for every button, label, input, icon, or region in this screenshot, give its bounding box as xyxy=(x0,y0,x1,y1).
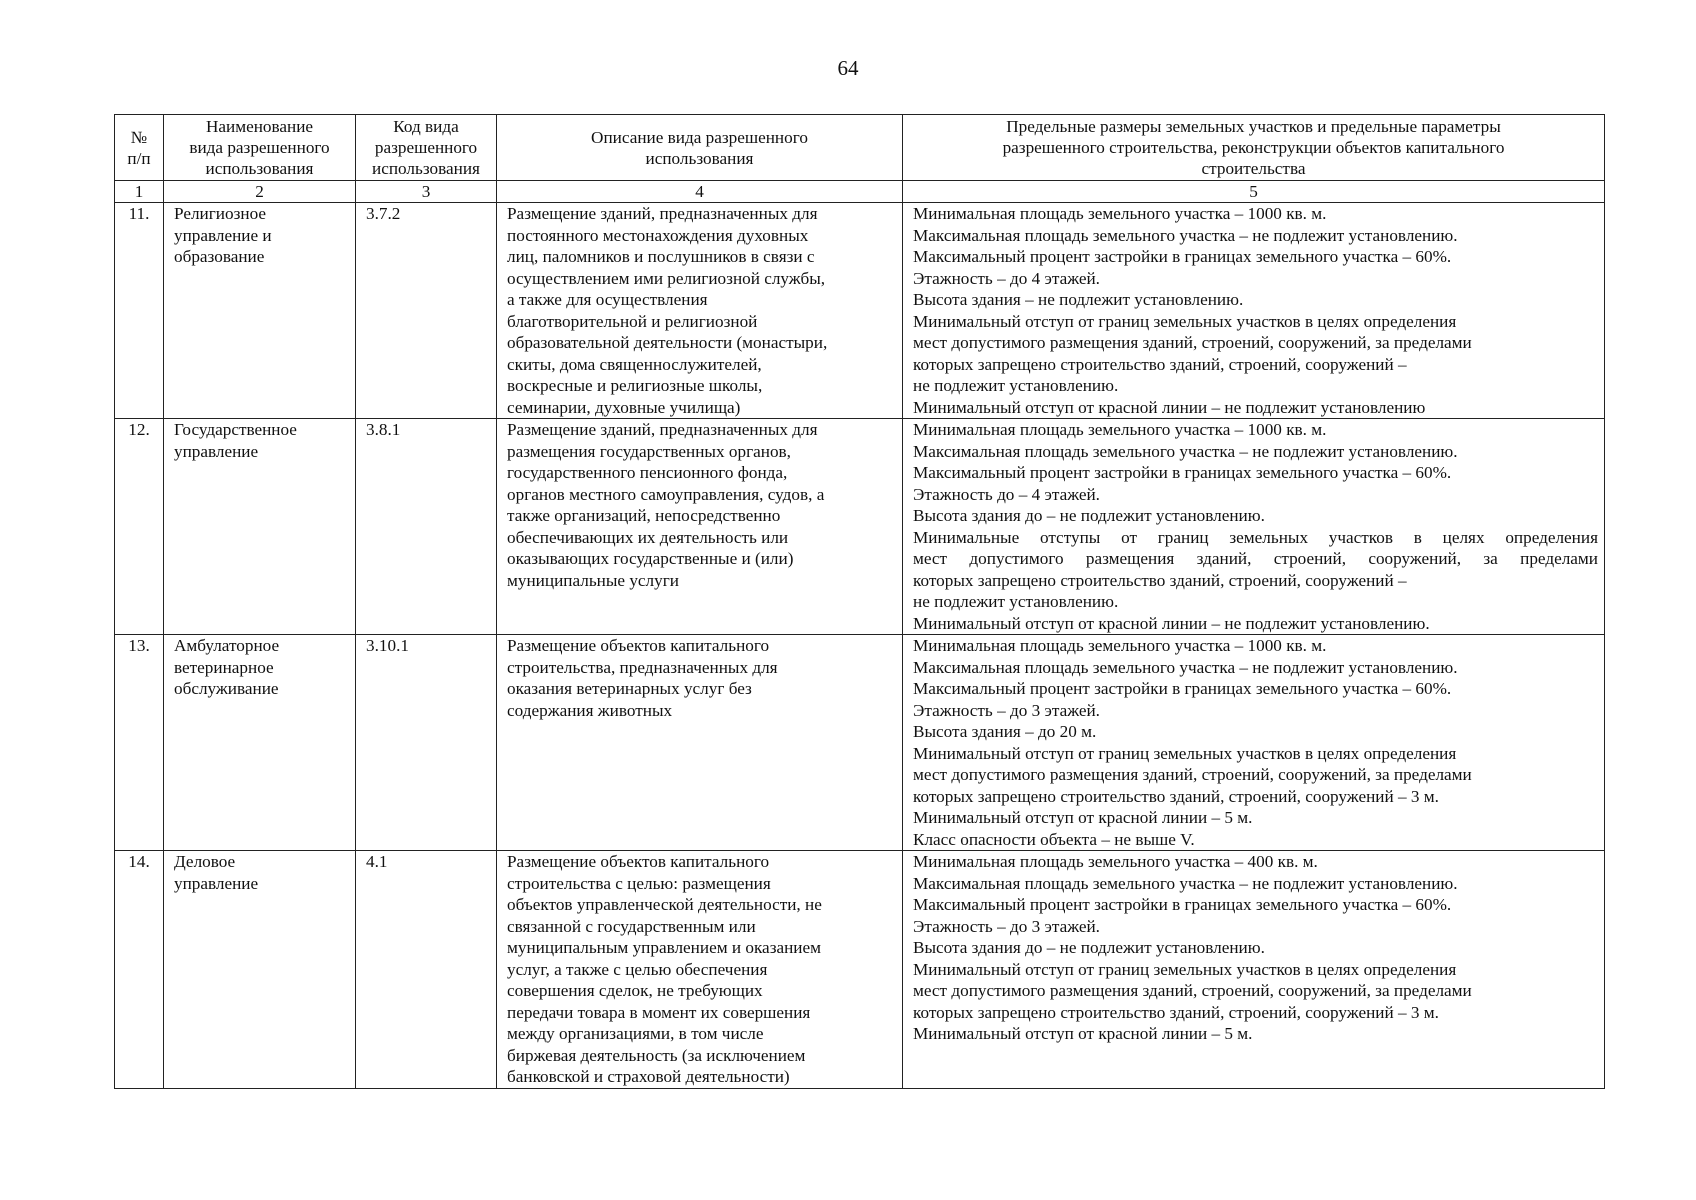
parameter-line: мест допустимого размещения зданий, строений, сооружений, за пределами xyxy=(913,765,1472,784)
description-line: оказывающих государственные и (или) xyxy=(507,549,794,568)
description-line: муниципальные услуги xyxy=(507,570,679,590)
column-number-row xyxy=(115,181,1605,203)
description-line: передачи товара в момент их совершения xyxy=(507,1002,811,1022)
use-parameters xyxy=(903,203,1605,419)
description-line: объектов управленческой деятельности, не xyxy=(507,895,822,914)
parameter-line: Минимальная площадь земельного участка – 1000 кв. м. xyxy=(913,204,1327,223)
column-number: 5 xyxy=(903,181,1605,203)
parameter-line: Минимальный отступ от красной линии – 5 м. xyxy=(913,1024,1253,1043)
parameter-line: Минимальные отступы от границ земельных участков в целях определения xyxy=(913,527,1598,547)
header-description: Описание вида разрешенного использования xyxy=(497,115,903,181)
description-line: воскресные и религиозные школы, xyxy=(507,376,763,395)
parameter-line: мест допустимого размещения зданий, строений, сооружений, за пределами xyxy=(913,549,1598,568)
use-code: 4.1 xyxy=(356,851,497,1089)
description-line: скиты, дома священнослужителей, xyxy=(507,354,762,374)
use-name-line: Амбулаторное xyxy=(174,636,280,655)
parameter-line: Минимальная площадь земельного участка – 1000 кв. м. xyxy=(913,420,1327,439)
table-row xyxy=(115,203,1605,419)
parameter-line: Минимальная площадь земельного участка – 1000 кв. м. xyxy=(913,636,1327,655)
use-parameters xyxy=(903,419,1605,635)
use-name xyxy=(164,419,356,635)
parameter-line: Минимальный отступ от границ земельных участков в целях определения xyxy=(913,743,1457,763)
use-description xyxy=(497,851,903,1089)
column-number: 1 xyxy=(115,181,164,203)
parameter-line: Высота здания до – не подлежит установлению. xyxy=(913,506,1265,525)
description-line: связанной с государственным или xyxy=(507,916,756,936)
description-line: осуществлением ими религиозной службы, xyxy=(507,268,826,288)
parameter-line: Максимальный процент застройки в границах земельного участка – 60%. xyxy=(913,679,1452,698)
parameter-line: Минимальный отступ от красной линии – не подлежит установлению. xyxy=(913,613,1430,633)
parameter-line: Высота здания – до 20 м. xyxy=(913,722,1097,741)
header-name: Наименование вида разрешенного использования xyxy=(164,115,356,181)
parameter-line: которых запрещено строительство зданий, строений, сооружений – 3 м. xyxy=(913,786,1439,806)
use-description xyxy=(497,203,903,419)
parameter-line: Максимальная площадь земельного участка – не подлежит установлению. xyxy=(913,225,1458,245)
parameter-line: Этажность – до 4 этажей. xyxy=(913,268,1100,288)
parameter-line: которых запрещено строительство зданий, строений, сооружений – xyxy=(913,570,1407,590)
page-number: 64 xyxy=(837,56,859,80)
use-name-line: управление xyxy=(174,441,259,461)
header-number: № п/п xyxy=(115,115,164,181)
parameter-line: не подлежит установлению. xyxy=(913,592,1119,611)
parameter-line: Максимальный процент застройки в границах земельного участка – 60%. xyxy=(913,463,1452,482)
use-name-line: образование xyxy=(174,247,265,266)
use-name-line: ветеринарное xyxy=(174,657,274,677)
parameter-line: Максимальный процент застройки в границах земельного участка – 60%. xyxy=(913,895,1452,914)
parameter-line: мест допустимого размещения зданий, строений, сооружений, за пределами xyxy=(913,333,1472,352)
column-number: 3 xyxy=(356,181,497,203)
use-name-line: Деловое xyxy=(174,852,236,871)
parameter-line: Максимальная площадь земельного участка – не подлежит установлению. xyxy=(913,657,1458,677)
parameter-line: Высота здания до – не подлежит установлению. xyxy=(913,938,1265,957)
description-line: Размещение зданий, предназначенных для xyxy=(507,204,818,223)
table-row xyxy=(115,419,1605,635)
description-line: совершения сделок, не требующих xyxy=(507,981,763,1000)
table-row xyxy=(115,851,1605,1089)
description-line: услуг, а также с целью обеспечения xyxy=(507,959,768,979)
description-line: Размещение объектов капитального xyxy=(507,852,770,871)
parameter-line: которых запрещено строительство зданий, строений, сооружений – xyxy=(913,354,1407,374)
parameter-line: Максимальная площадь земельного участка – не подлежит установлению. xyxy=(913,873,1458,893)
column-number: 4 xyxy=(497,181,903,203)
row-number: 13. xyxy=(115,635,164,851)
description-line: государственного пенсионного фонда, xyxy=(507,463,788,482)
parameter-line: которых запрещено строительство зданий, строений, сооружений – 3 м. xyxy=(913,1002,1439,1022)
description-line: муниципальным управлением и оказанием xyxy=(507,938,822,957)
description-line: оказания ветеринарных услуг без xyxy=(507,679,752,698)
parameter-line: Минимальная площадь земельного участка – 400 кв. м. xyxy=(913,852,1318,871)
parameter-line: Этажность – до 3 этажей. xyxy=(913,916,1100,936)
table-body xyxy=(115,203,1605,1089)
row-number: 14. xyxy=(115,851,164,1089)
description-line: строительства с целью: размещения xyxy=(507,873,771,893)
header-row xyxy=(115,115,1605,181)
use-description xyxy=(497,419,903,635)
parameter-line: Минимальный отступ от красной линии – 5 м. xyxy=(913,808,1253,827)
use-name-line: управление xyxy=(174,873,259,893)
table-row xyxy=(115,635,1605,851)
use-name-line: Государственное xyxy=(174,420,297,439)
description-line: лиц, паломников и послушников в связи с xyxy=(507,247,815,266)
description-line: между организациями, в том числе xyxy=(507,1024,764,1043)
use-parameters xyxy=(903,635,1605,851)
description-line: Размещение зданий, предназначенных для xyxy=(507,420,818,439)
description-line: благотворительной и религиозной xyxy=(507,311,758,331)
description-line: размещения государственных органов, xyxy=(507,441,791,461)
description-line: содержания животных xyxy=(507,700,673,720)
column-number: 2 xyxy=(164,181,356,203)
use-name xyxy=(164,635,356,851)
parameter-line: Минимальный отступ от границ земельных участков в целях определения xyxy=(913,959,1457,979)
row-number: 12. xyxy=(115,419,164,635)
description-line: семинарии, духовные училища) xyxy=(507,397,741,417)
parameter-line: Минимальный отступ от границ земельных участков в целях определения xyxy=(913,311,1457,331)
description-line: органов местного самоуправления, судов, а xyxy=(507,484,825,504)
parameter-line: Высота здания – не подлежит установлению. xyxy=(913,290,1244,309)
use-code: 3.8.1 xyxy=(356,419,497,635)
use-code: 3.10.1 xyxy=(356,635,497,851)
use-description xyxy=(497,635,903,851)
parameter-line: мест допустимого размещения зданий, строений, сооружений, за пределами xyxy=(913,981,1472,1000)
description-line: биржевая деятельность (за исключением xyxy=(507,1045,806,1065)
description-line: банковской и страховой деятельности) xyxy=(507,1067,790,1086)
description-line: образовательной деятельности (монастыри, xyxy=(507,333,828,352)
parameter-line: Максимальная площадь земельного участка – не подлежит установлению. xyxy=(913,441,1458,461)
use-name-line: обслуживание xyxy=(174,679,279,698)
description-line: также организаций, непосредственно xyxy=(507,506,781,525)
parameter-line: не подлежит установлению. xyxy=(913,376,1119,395)
use-name-line: Религиозное xyxy=(174,204,266,223)
description-line: а также для осуществления xyxy=(507,290,708,309)
use-name xyxy=(164,851,356,1089)
use-name-line: управление и xyxy=(174,225,272,245)
description-line: Размещение объектов капитального xyxy=(507,636,770,655)
use-name xyxy=(164,203,356,419)
row-number: 11. xyxy=(115,203,164,419)
parameter-line: Минимальный отступ от красной линии – не подлежит установлению xyxy=(913,397,1426,417)
parameter-line: Максимальный процент застройки в границах земельного участка – 60%. xyxy=(913,247,1452,266)
permitted-use-table xyxy=(114,114,1605,1089)
description-line: строительства, предназначенных для xyxy=(507,657,778,677)
description-line: постоянного местонахождения духовных xyxy=(507,225,809,245)
parameter-line: Этажность до – 4 этажей. xyxy=(913,484,1100,504)
header-parameters: Предельные размеры земельных участков и предельные параметры разрешенного строительства, реконструкции объектов капитального строительства xyxy=(903,115,1605,181)
header-code: Код вида разрешенного использования xyxy=(356,115,497,181)
parameter-line: Класс опасности объекта – не выше V. xyxy=(913,829,1195,849)
use-code: 3.7.2 xyxy=(356,203,497,419)
description-line: обеспечивающих их деятельность или xyxy=(507,527,789,547)
use-parameters xyxy=(903,851,1605,1089)
parameter-line: Этажность – до 3 этажей. xyxy=(913,700,1100,720)
